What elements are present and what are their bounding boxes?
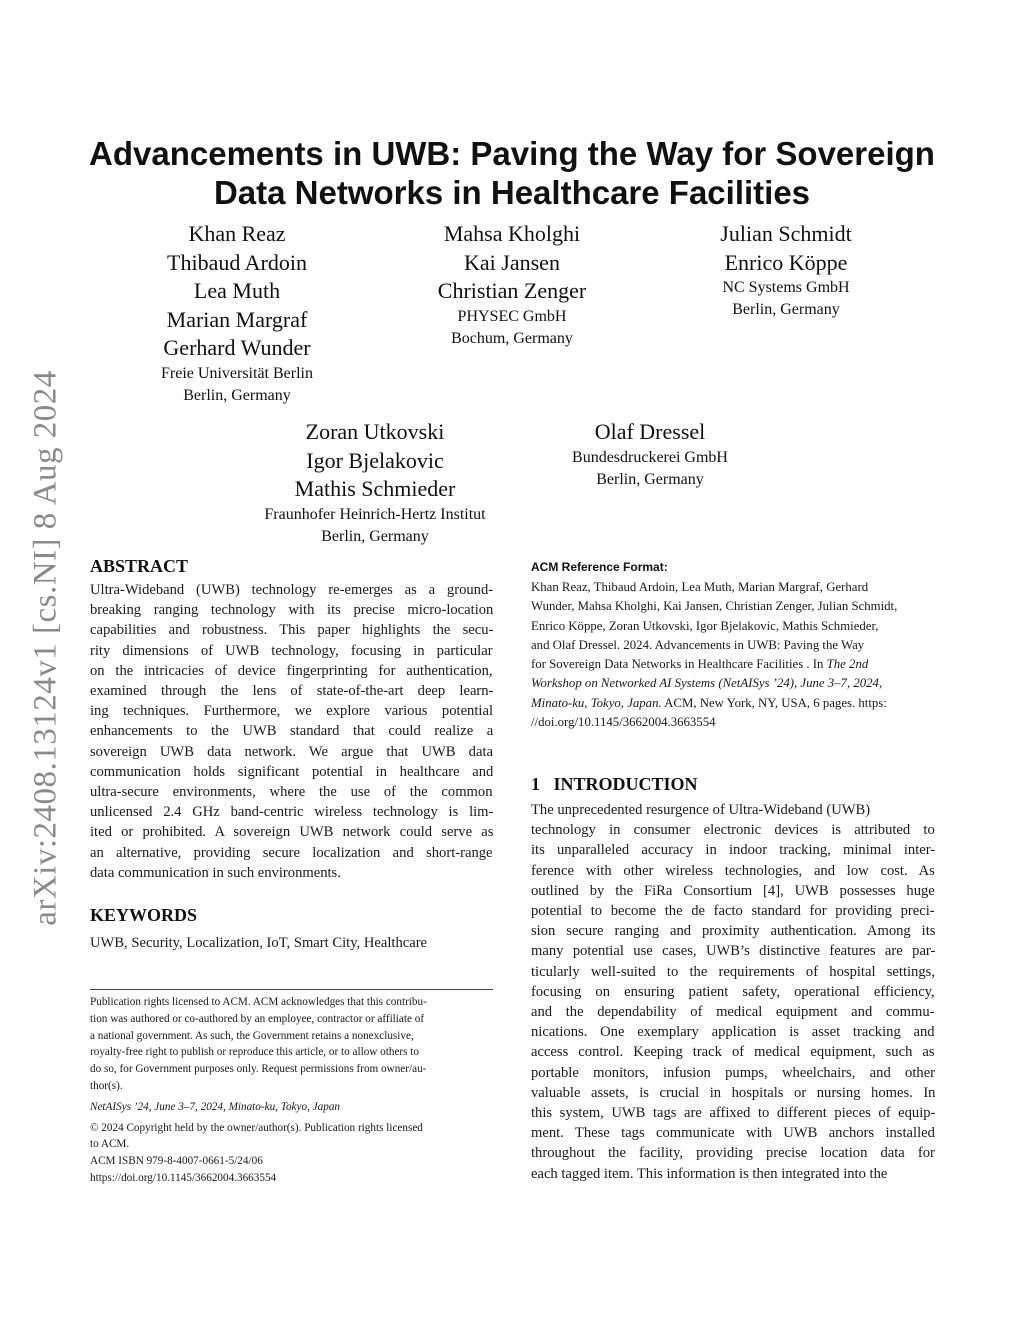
abstract-line: an alternative, providing secure localization and short-range [90, 844, 493, 861]
rights-line: thor(s). [90, 1079, 123, 1092]
intro-line: valuable assets, is crucial in hospitals or nursing homes. In [531, 1084, 936, 1101]
abstract-line: sovereign UWB data network. We argue that UWB data [90, 743, 493, 760]
intro-line: potential to become the de facto standard for providing preci- [531, 903, 935, 920]
intro-line: ment. These tags communicate with UWB anchors installed [531, 1125, 935, 1142]
keywords-list [90, 933, 493, 953]
abstract-line: Ultra-Wideband (UWB) technology re-emerges as a ground- [90, 582, 494, 598]
rights-line: do so, for Government purposes only. Request permissions from owner/au- [90, 1063, 427, 1076]
conference-info: NetAISys ’24, June 3–7, 2024, Minato-ku, Tokyo, Japan [90, 1100, 341, 1113]
keywords-text: UWB, Security, Localization, IoT, Smart City, Healthcare [90, 935, 428, 951]
affiliation-location: Berlin, Germany [596, 470, 704, 488]
author-name: Julian Schmidt [720, 221, 852, 246]
abstract-heading: ABSTRACT [90, 556, 189, 576]
intro-line: ference with other wireless technologies, and low cost. As [531, 862, 935, 879]
intro-line: technology in consumer electronic devices is attributed to [531, 822, 935, 839]
abstract-line: on the intricacies of device fingerprinting for authentication, [90, 662, 493, 679]
intro-line: throughout the facility, providing precise location data for [531, 1145, 935, 1162]
acm-reference-line [531, 694, 941, 713]
footnote [90, 994, 494, 1187]
author-name: Lea Muth [193, 278, 281, 303]
acm-reference-segment: ACM, New York, NY, USA, 6 pages. https: [661, 695, 887, 710]
author-group-freie-universitat [107, 220, 367, 407]
keywords-heading: KEYWORDS [90, 905, 198, 925]
rights-line: Publication rights licensed to ACM. ACM acknowledges that this contribu- [90, 996, 427, 1008]
author-name: Christian Zenger [437, 278, 587, 303]
author-group-physec [382, 220, 642, 350]
author-name: Thibaud Ardoin [167, 249, 307, 275]
abstract-line: examined through the lens of state-of-the-art deep learn- [90, 683, 494, 700]
intro-line: portable monitors, infusion pumps, wheelchairs, and other [531, 1064, 936, 1081]
rights-line: a national government. As such, the Government retains a nonexclusive, [90, 1029, 414, 1042]
author-name: Mahsa Kholghi [443, 221, 581, 246]
acm-reference-segment: for Sovereign Data Networks in Healthcare Facilities . In [531, 657, 827, 672]
affiliation-institution: Bundesdruckerei GmbH [572, 448, 728, 466]
acm-reference-line: Wunder, Mahsa Kholghi, Kai Jansen, Christian Zenger, Julian Schmidt, [531, 599, 898, 614]
intro-line: its unparalleled accuracy in indoor tracking, minimal inter- [531, 842, 936, 859]
acm-reference-line [531, 655, 941, 674]
author-name: Igor Bjelakovic [306, 447, 444, 473]
introduction-heading: 1 INTRODUCTION [531, 774, 698, 794]
intro-line: each tagged item. This information is then integrated into the [531, 1165, 888, 1182]
author-group-fraunhofer [235, 418, 515, 548]
abstract-line: ited or prohibited. A sovereign UWB network could serve as [90, 824, 494, 841]
abstract-body [90, 580, 493, 883]
acm-reference-line: Khan Reaz, Thibaud Ardoin, Lea Muth, Marian Margraf, Gerhard [531, 580, 869, 594]
intro-line: The unprecedented resurgence of Ultra-Wideband (UWB) [531, 802, 871, 818]
introduction-body [531, 800, 935, 1184]
affiliation-institution: PHYSEC GmbH [457, 307, 567, 325]
author-name: Zoran Utkovski [305, 419, 445, 444]
intro-line: ticularly well-suited to the requirements of hospital settings, [531, 963, 935, 980]
doi-link[interactable]: https://doi.org/10.1145/3662004.3663554 [90, 1171, 277, 1184]
affiliation-location: Bochum, Germany [451, 329, 573, 347]
intro-line: focusing on ensuring patient safety, operational efficiency, [531, 983, 935, 1000]
abstract-line: enhancements to the UWB standard that could realize a [90, 723, 494, 740]
author-name: Khan Reaz [188, 221, 286, 246]
affiliation-location: Berlin, Germany [732, 301, 840, 318]
title-line-2: Data Networks in Healthcare Facilities [213, 174, 811, 211]
author-group-nc-systems [656, 220, 916, 321]
affiliation-institution: Freie Universität Berlin [161, 364, 313, 382]
affiliation-institution: Fraunhofer Heinrich-Hertz Institut [264, 505, 486, 523]
affiliation-location: Berlin, Germany [321, 527, 429, 545]
author-group-bundesdruckerei [520, 418, 780, 491]
title-line-1: Advancements in UWB: Paving the Way for Sovereign [89, 135, 935, 172]
acm-reference-doi[interactable]: //doi.org/10.1145/3662004.3663554 [531, 715, 716, 730]
author-name: Enrico Köppe [724, 249, 848, 275]
arxiv-identifier: arXiv:2408.13124v1 [cs.NI] 8 Aug 2024 [27, 370, 64, 926]
intro-line: nications. One exemplary application is asset tracking and [531, 1024, 935, 1041]
author-name: Kai Jansen [464, 249, 560, 275]
intro-line: access control. Keeping track of medical equipment, such as [531, 1044, 935, 1061]
acm-reference-line: Enrico Köppe, Zoran Utkovski, Igor Bjelakovic, Mathis Schmieder, [531, 618, 879, 633]
abstract-line: capabilities and robustness. This paper highlights the secu- [90, 622, 494, 639]
abstract-line: ing techniques. Furthermore, we explore various potential [90, 703, 493, 720]
intro-line: outlined by the FiRa Consortium [4], UWB possesses huge [531, 882, 935, 899]
abstract-line: rity dimensions of UWB technology, focusing in particular [90, 642, 493, 659]
acm-reference-venue: Workshop on Networked AI Systems (NetAISys ’24), June 3–7, 2024, [531, 676, 883, 691]
intro-line: and the dependability of medical equipment and commu- [531, 1004, 935, 1021]
author-name: Olaf Dressel [594, 419, 706, 444]
acm-reference-heading: ACM Reference Format: [531, 560, 668, 574]
abstract-line: unlicensed 2.4 GHz band-centric wireless technology is lim- [90, 804, 494, 821]
acm-reference-venue: Minato-ku, Tokyo, Japan. [531, 695, 662, 710]
intro-line: many potential use cases, UWB’s distinctive features are par- [531, 943, 936, 960]
acm-reference-line: and Olaf Dressel. 2024. Advancements in UWB: Paving the Way [531, 637, 865, 652]
author-name: Mathis Schmieder [294, 476, 456, 501]
affiliation-location: Berlin, Germany [183, 386, 291, 404]
rights-line: tion was authored or co-authored by an employee, contractor or affiliate of [90, 1012, 425, 1025]
copyright-line: © 2024 Copyright held by the owner/author(s). Publication rights licensed [90, 1121, 423, 1134]
isbn: ACM ISBN 979-8-4007-0661-5/24/06 [90, 1155, 263, 1168]
paper-title [40, 134, 984, 212]
footnote-rule [90, 989, 493, 990]
acm-reference-line [531, 674, 941, 693]
affiliation-institution: NC Systems GmbH [722, 279, 850, 296]
rights-line: royalty-free right to publish or reproduce this article, or to allow others to [90, 1046, 420, 1059]
abstract-line: breaking ranging technology with its precise micro-location [90, 602, 494, 619]
copyright-line: to ACM. [90, 1138, 130, 1151]
abstract-line: communication holds significant potential in healthcare and [90, 763, 494, 780]
intro-line: this system, UWB tags are affixed to different pieces of equip- [531, 1105, 936, 1122]
acm-reference-body [531, 578, 941, 732]
intro-line: sion secure ranging and proximity authentication. Among its [531, 923, 936, 940]
author-name: Gerhard Wunder [163, 335, 311, 360]
acm-reference-venue: The 2nd [826, 657, 869, 672]
abstract-line: data communication in such environments. [90, 864, 341, 881]
abstract-line: ultra-secure environments, where the use of the common [90, 784, 493, 801]
author-name: Marian Margraf [166, 306, 308, 332]
